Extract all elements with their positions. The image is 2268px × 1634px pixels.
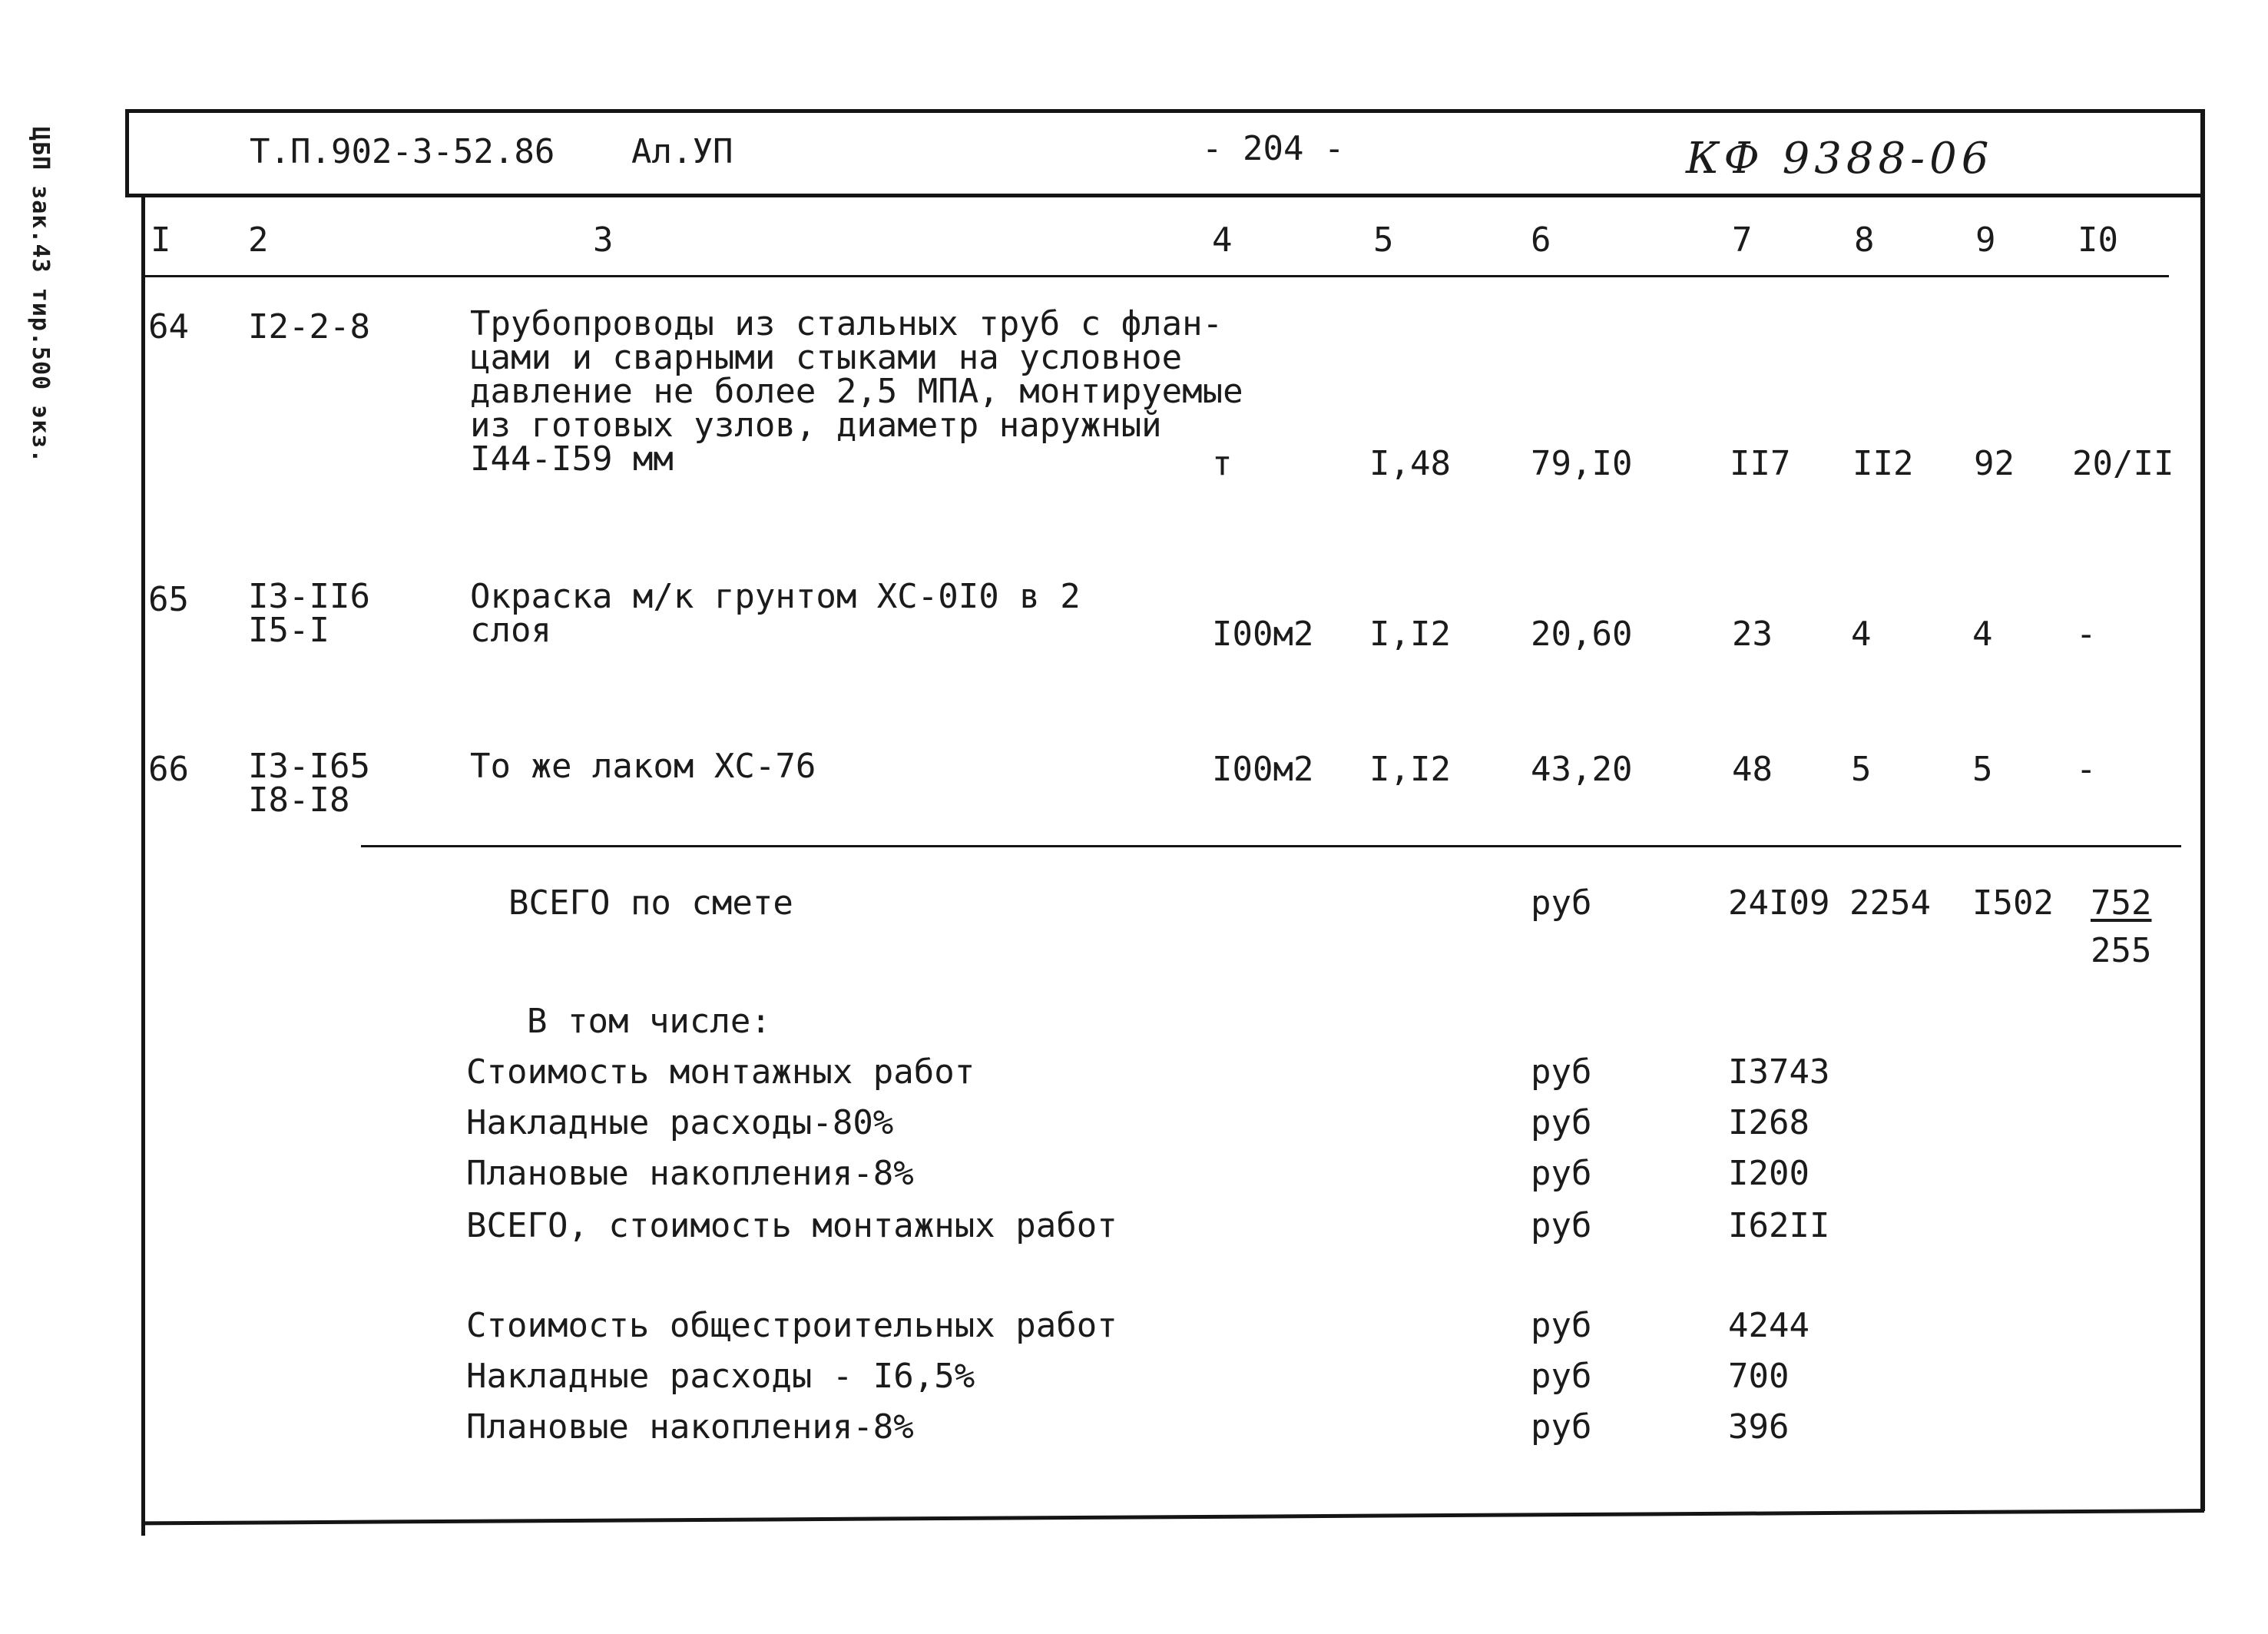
breakdown-value: I200 xyxy=(1728,1154,1809,1193)
breakdown-label: Стоимость монтажных работ xyxy=(466,1052,975,1092)
grand-total-unit: руб xyxy=(1531,883,1592,923)
header-divider xyxy=(125,194,2203,197)
table-row-col10: 20/II xyxy=(2072,444,2174,483)
grand-total-value: 24I09 xyxy=(1728,883,1830,923)
column-header-1: I xyxy=(151,220,171,260)
table-row-code: I8-I8 xyxy=(248,781,350,820)
column-header-2: 2 xyxy=(248,220,269,260)
column-header-10: I0 xyxy=(2078,220,2118,260)
column-header-9: 9 xyxy=(1975,220,1996,260)
page-number: - 204 - xyxy=(1202,129,1345,168)
table-row-price: 20,60 xyxy=(1531,615,1633,654)
grand-total-col8: 2254 xyxy=(1849,883,1931,923)
breakdown-unit: руб xyxy=(1531,1103,1592,1142)
column-header-4: 4 xyxy=(1212,220,1233,260)
table-row-unit: I00м2 xyxy=(1212,615,1314,654)
breakdown-unit: руб xyxy=(1531,1357,1592,1396)
table-row-col8: II2 xyxy=(1852,444,1914,483)
table-row-description: Трубопроводы из стальных труб с флан- xyxy=(470,304,1223,343)
table-row-col9: 4 xyxy=(1972,615,1993,654)
table-row-num: 65 xyxy=(148,580,189,619)
table-row-col8: 4 xyxy=(1851,615,1872,654)
frame-left xyxy=(125,109,129,195)
table-row-description: из готовых узлов, диаметр наружный xyxy=(470,406,1162,445)
breakdown-label: Плановые накопления-8% xyxy=(466,1407,914,1447)
column-header-7: 7 xyxy=(1732,220,1753,260)
table-row-col10: - xyxy=(2076,750,2097,789)
breakdown-label: ВСЕГО, стоимость монтажных работ xyxy=(466,1206,1117,1245)
table-row-col10: - xyxy=(2076,615,2097,654)
table-row-num: 64 xyxy=(148,307,189,346)
grand-total-col10-denominator: 255 xyxy=(2091,931,2152,970)
table-row-unit: т xyxy=(1212,444,1233,483)
breakdown-label: Накладные расходы-80% xyxy=(466,1103,894,1142)
breakdown-label: Стоимость общестроительных работ xyxy=(466,1306,1117,1345)
breakdown-value: 4244 xyxy=(1728,1306,1809,1345)
table-row-qty: I,48 xyxy=(1369,444,1451,483)
total-separator xyxy=(361,845,2181,847)
column-header-3: 3 xyxy=(593,220,614,260)
breakdown-value: I3743 xyxy=(1728,1052,1830,1092)
project-code: Т.П.902-3-52.86 xyxy=(250,132,555,171)
breakdown-label: Накладные расходы - I6,5% xyxy=(466,1357,975,1396)
table-row-col9: 5 xyxy=(1972,750,1993,789)
table-row-description: I44-I59 мм xyxy=(470,439,674,479)
table-row-total: 48 xyxy=(1732,750,1773,789)
breakdown-unit: руб xyxy=(1531,1206,1592,1245)
table-row-qty: I,I2 xyxy=(1369,615,1451,654)
table-row-qty: I,I2 xyxy=(1369,750,1451,789)
table-row-description: слоя xyxy=(470,611,551,650)
column-header-underline xyxy=(141,275,2169,277)
grand-total-col9: I502 xyxy=(1972,883,2054,923)
table-row-code: I3-I65 xyxy=(248,747,370,786)
table-row-code: I2-2-8 xyxy=(248,307,370,346)
breakdown-value: 700 xyxy=(1728,1357,1790,1396)
table-row-col9: 92 xyxy=(1974,444,2015,483)
breakdown-unit: руб xyxy=(1531,1407,1592,1447)
table-row-description: Окраска м/к грунтом ХС-0I0 в 2 xyxy=(470,577,1081,616)
including-label: В том числе: xyxy=(527,1002,771,1041)
breakdown-unit: руб xyxy=(1531,1154,1592,1193)
breakdown-value: I62II xyxy=(1728,1206,1830,1245)
frame-bottom xyxy=(141,1509,2204,1525)
table-row-price: 79,I0 xyxy=(1531,444,1633,483)
table-row-code: I3-II6 xyxy=(248,577,370,616)
breakdown-label: Плановые накопления-8% xyxy=(466,1154,914,1193)
table-row-price: 43,20 xyxy=(1531,750,1633,789)
breakdown-value: I268 xyxy=(1728,1103,1809,1142)
breakdown-unit: руб xyxy=(1531,1052,1592,1092)
table-row-total: II7 xyxy=(1730,444,1791,483)
grand-total-col10-numerator: 752 xyxy=(2091,883,2152,923)
frame-top xyxy=(125,109,2203,113)
grand-total-label: ВСЕГО по смете xyxy=(508,883,793,923)
column-header-5: 5 xyxy=(1373,220,1394,260)
breakdown-value: 396 xyxy=(1728,1407,1790,1447)
breakdown-unit: руб xyxy=(1531,1306,1592,1345)
album-label: Ал.УП xyxy=(631,132,733,171)
margin-note: ЦБП зак.43 тир.500 экз. xyxy=(27,127,54,464)
table-row-description: давление не более 2,5 МПА, монтируемые xyxy=(470,372,1243,411)
table-row-col8: 5 xyxy=(1851,750,1872,789)
column-header-8: 8 xyxy=(1854,220,1875,260)
table-row-description: цами и сварными стыками на условное xyxy=(470,338,1183,377)
frame-left-lower xyxy=(141,195,145,1536)
table-row-description: То же лаком ХС-76 xyxy=(470,747,816,786)
table-row-num: 66 xyxy=(148,750,189,789)
table-row-unit: I00м2 xyxy=(1212,750,1314,789)
sheet-code: КФ 9388-06 xyxy=(1686,134,1994,184)
table-row-total: 23 xyxy=(1732,615,1773,654)
frame-right xyxy=(2200,109,2205,1511)
table-row-code: I5-I xyxy=(248,611,329,650)
column-header-6: 6 xyxy=(1531,220,1551,260)
